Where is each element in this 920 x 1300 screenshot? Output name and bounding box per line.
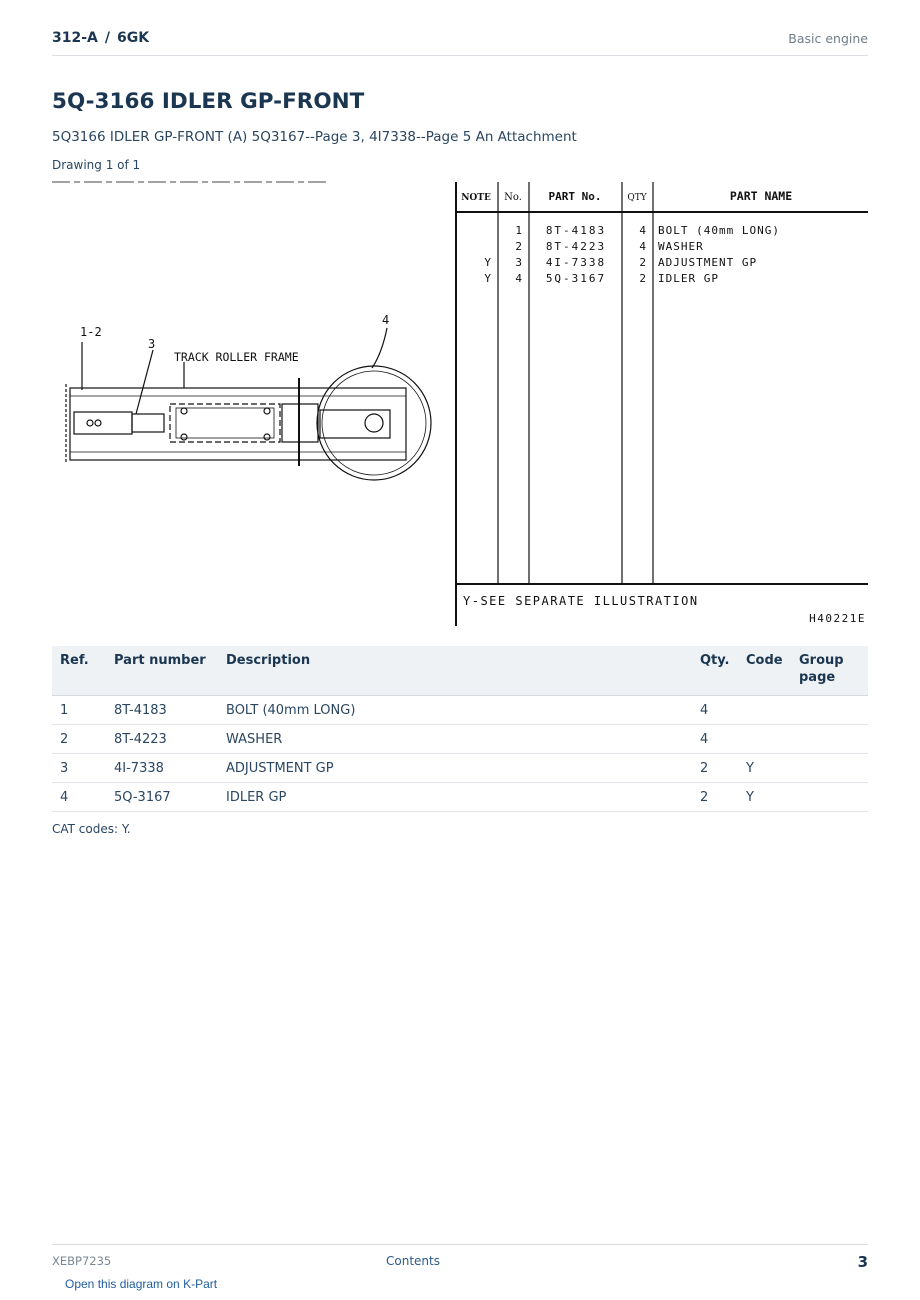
cat-codes-note: CAT codes: Y. — [52, 822, 131, 836]
callout-1-2: 1-2 — [80, 325, 102, 339]
scan-header-part-no: PART No. — [548, 190, 602, 203]
breadcrumb-separator: / — [104, 30, 110, 46]
col-header-code: Code — [738, 646, 791, 696]
scan-row-part-no: 8T-4183 — [545, 224, 607, 237]
cell-group-page — [791, 725, 868, 754]
cell-description: BOLT (40mm LONG) — [218, 696, 692, 725]
scan-row-name: IDLER GP — [658, 272, 719, 285]
idler-wheel — [317, 366, 431, 480]
scan-header-part-name: PART NAME — [729, 189, 793, 203]
scan-row-note: Y — [484, 256, 491, 269]
scan-row-part-no: 8T-4223 — [545, 240, 607, 253]
cell-qty: 4 — [692, 725, 738, 754]
parts-table-header-row — [52, 646, 868, 696]
cell-code: Y — [738, 783, 791, 812]
grease-fitting — [87, 420, 93, 426]
col-header-ref: Ref. — [52, 646, 106, 696]
cell-code — [738, 725, 791, 754]
bolt-head — [181, 434, 187, 440]
cell-ref: 3 — [52, 754, 106, 783]
page-footer — [52, 1244, 868, 1275]
scan-row-name: ADJUSTMENT GP — [658, 256, 758, 269]
parts-table — [52, 646, 868, 812]
cell-description: ADJUSTMENT GP — [218, 754, 692, 783]
scan-row-qty: 2 — [639, 272, 646, 285]
parts-diagram-scan — [52, 178, 868, 628]
scan-footnote: Y-SEE SEPARATE ILLUSTRATION — [463, 594, 699, 608]
scan-row-qty: 4 — [639, 224, 646, 237]
leader-4 — [372, 328, 387, 368]
page-title: 5Q-3166 IDLER GP-FRONT — [52, 89, 365, 114]
cell-qty: 2 — [692, 783, 738, 812]
idler-wheel-rim — [322, 371, 426, 475]
table-row — [52, 696, 868, 725]
adjuster-cylinder-inner — [176, 408, 274, 438]
scan-row-qty: 2 — [639, 256, 646, 269]
page-subtitle: 5Q3166 IDLER GP-FRONT (A) 5Q3167--Page 3, 4I7338--Page 5 An Attachment — [52, 129, 577, 145]
cell-part-number: 8T-4183 — [106, 696, 218, 725]
col-header-qty: Qty. — [692, 646, 738, 696]
bolt-head — [264, 434, 270, 440]
scan-row-name: WASHER — [658, 240, 704, 253]
track-roller-frame-outline — [70, 388, 406, 460]
cell-qty: 2 — [692, 754, 738, 783]
col-header-part-number: Part number — [106, 646, 218, 696]
scan-row-no: 1 — [515, 224, 522, 237]
page-number: 3 — [857, 1253, 868, 1271]
drawing-counter: Drawing 1 of 1 — [52, 158, 141, 172]
callout-4: 4 — [382, 313, 390, 327]
scan-drawing-code: H40221E — [809, 612, 866, 625]
leader-3 — [136, 350, 153, 414]
col-header-description: Description — [218, 646, 692, 696]
scan-row-qty: 4 — [639, 240, 646, 253]
table-row — [52, 754, 868, 783]
cell-group-page — [791, 754, 868, 783]
scan-row-no: 2 — [515, 240, 522, 253]
open-in-kpart-link[interactable]: Open this diagram on K-Part — [65, 1277, 218, 1291]
table-row — [52, 725, 868, 754]
cell-description: IDLER GP — [218, 783, 692, 812]
idler-yoke — [320, 410, 390, 438]
scan-row-name: BOLT (40mm LONG) — [658, 224, 780, 237]
table-row — [52, 783, 868, 812]
cell-part-number: 5Q-3167 — [106, 783, 218, 812]
idler-hub — [365, 414, 383, 432]
callout-3: 3 — [148, 337, 156, 351]
col-header-group-page: Group page — [791, 646, 868, 696]
cell-code: Y — [738, 754, 791, 783]
cell-group-page — [791, 783, 868, 812]
cell-ref: 1 — [52, 696, 106, 725]
track-roller-frame-label: TRACK ROLLER FRAME — [174, 350, 299, 364]
cell-description: WASHER — [218, 725, 692, 754]
scan-row-part-no: 4I-7338 — [545, 256, 607, 269]
cell-part-number: 4I-7338 — [106, 754, 218, 783]
document-id: XEBP7235 — [52, 1254, 112, 1268]
model-label: 312-A — [52, 30, 98, 46]
scan-header-no: No. — [504, 192, 522, 203]
grease-fitting — [95, 420, 101, 426]
cell-ref: 2 — [52, 725, 106, 754]
scan-row-no: 4 — [515, 272, 522, 285]
scan-row-no: 3 — [515, 256, 522, 269]
scan-header-qty: QTY — [627, 193, 647, 203]
bolt-head — [264, 408, 270, 414]
cell-code — [738, 696, 791, 725]
cell-ref: 4 — [52, 783, 106, 812]
scan-row-part-no: 5Q-3167 — [545, 272, 607, 285]
scan-row-note: Y — [484, 272, 491, 285]
cell-group-page — [791, 696, 868, 725]
section-label: Basic engine — [788, 31, 868, 46]
scan-header-note: NOTE — [461, 193, 491, 203]
cell-part-number: 8T-4223 — [106, 725, 218, 754]
contents-link[interactable]: Contents — [386, 1254, 440, 1268]
cell-qty: 4 — [692, 696, 738, 725]
adjuster-rod — [132, 414, 164, 432]
adjuster-end — [74, 412, 132, 434]
breadcrumb — [52, 30, 149, 46]
page-header — [52, 28, 868, 56]
engine-label: 6GK — [117, 30, 150, 46]
bolt-head — [181, 408, 187, 414]
